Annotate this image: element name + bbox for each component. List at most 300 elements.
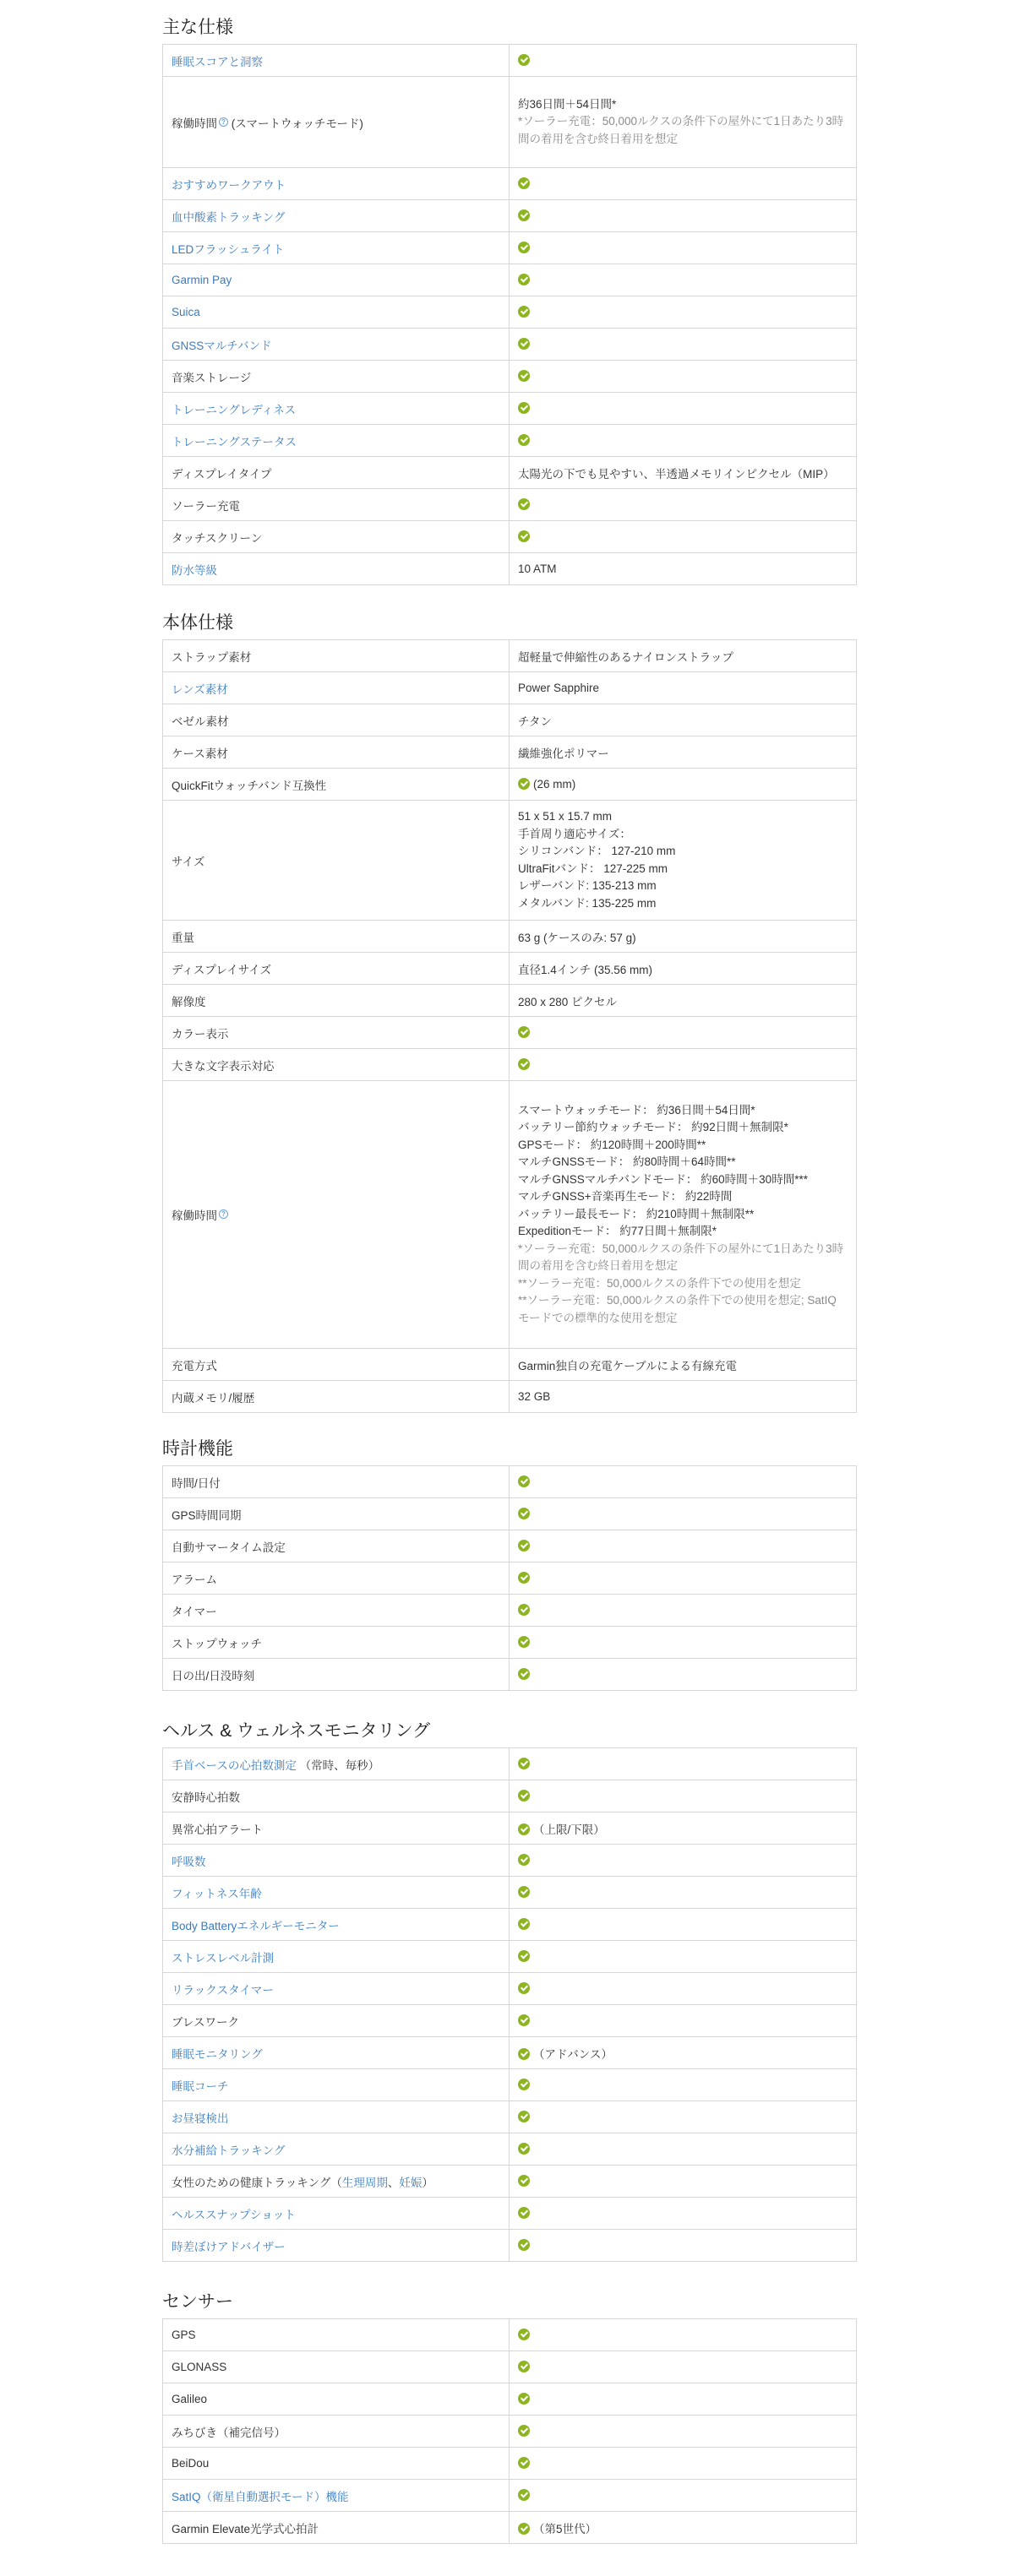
spec-value-cell	[510, 1530, 857, 1562]
spec-row	[163, 1780, 857, 1812]
spec-label-link[interactable]: レンズ素材	[172, 682, 228, 696]
check-icon	[518, 306, 530, 318]
check-icon	[518, 2111, 530, 2122]
check-icon	[518, 2143, 530, 2155]
spec-label-link[interactable]: 睡眠スコアと洞察	[172, 55, 263, 68]
check-icon	[518, 1026, 530, 1038]
spec-label-link[interactable]: ストレスレベル計測	[172, 1951, 275, 1965]
section-title: 本体仕様	[162, 613, 233, 633]
spec-row	[163, 2230, 857, 2262]
spec-value-cell	[510, 801, 857, 921]
spec-value-line: Expeditionモード： 約77日間＋無制限*	[518, 1225, 717, 1238]
spec-value-cell	[510, 1349, 857, 1381]
spec-label-cell	[163, 2133, 510, 2166]
spec-label-cell	[163, 2101, 510, 2133]
spec-value-cell	[510, 2037, 857, 2069]
check-icon	[518, 1508, 530, 1519]
spec-value-cell	[510, 1877, 857, 1909]
spec-value-cell	[510, 2383, 857, 2416]
check-icon	[518, 274, 530, 285]
spec-row	[163, 1877, 857, 1909]
spec-label-suffix: (スマートウォッチモード)	[231, 117, 363, 130]
spec-value-cell	[510, 2069, 857, 2101]
check-icon	[518, 2425, 530, 2437]
spec-label-cell	[163, 640, 510, 672]
spec-label: 異常心拍アラート	[172, 1823, 263, 1836]
spec-value-cell	[510, 2230, 857, 2262]
spec-value-cell	[510, 521, 857, 553]
spec-value-text: 直径1.4インチ (35.56 mm)	[518, 963, 653, 976]
spec-row	[163, 553, 857, 585]
spec-value-text: (26 mm)	[533, 778, 576, 791]
spec-value-cell	[510, 1627, 857, 1659]
section-title: 主な仕様	[162, 18, 233, 37]
spec-value-lines	[518, 1102, 848, 1328]
check-icon	[518, 2014, 530, 2026]
spec-value-cell	[510, 736, 857, 769]
spec-label: 日の出/日没時刻	[172, 1669, 255, 1682]
spec-label-cell	[163, 704, 510, 736]
spec-row	[163, 672, 857, 704]
spec-label: ソーラー充電	[172, 499, 240, 513]
spec-label-cell	[163, 1017, 510, 1049]
check-icon	[518, 2329, 530, 2340]
spec-value-cell	[510, 2351, 857, 2383]
spec-label-cell	[163, 1973, 510, 2005]
spec-value-cell	[510, 2166, 857, 2198]
spec-label-cell	[163, 1081, 510, 1349]
spec-label-cell	[163, 2416, 510, 2448]
spec-label: QuickFitウォッチバンド互換性	[172, 779, 327, 792]
spec-value-cell	[510, 2512, 857, 2544]
spec-value-cell	[510, 640, 857, 672]
spec-row	[163, 521, 857, 553]
spec-label: カラー表示	[172, 1027, 229, 1041]
spec-label-cell	[163, 1748, 510, 1780]
spec-label-cell	[163, 1845, 510, 1877]
spec-label: 安静時心拍数	[172, 1791, 240, 1804]
spec-value-text: （アドバンス）	[533, 2047, 613, 2061]
spec-value-cell	[510, 1017, 857, 1049]
spec-label-cell	[163, 769, 510, 801]
spec-label-cell	[163, 77, 510, 168]
spec-value-cell	[510, 2101, 857, 2133]
spec-label-link[interactable]: 呼吸数	[172, 1855, 206, 1868]
spec-label-cell	[163, 2069, 510, 2101]
check-icon	[518, 177, 530, 189]
check-icon	[518, 2079, 530, 2090]
spec-row	[163, 296, 857, 329]
spec-row	[163, 232, 857, 264]
section-title: センサー	[162, 2292, 233, 2312]
spec-row	[163, 640, 857, 672]
spec-value-line: レザーバンド: 135-213 mm	[518, 879, 657, 892]
spec-value-text: 63 g (ケースのみ: 57 g)	[518, 931, 636, 944]
spec-value-cell	[510, 1466, 857, 1498]
check-icon	[518, 1540, 530, 1552]
spec-value-cell	[510, 168, 857, 200]
spec-value-note: **ソーラー充電：50,000ルクスの条件下での使用を想定; SatIQモードでの標準的な使用を想定	[518, 1294, 837, 1324]
spec-row	[163, 1595, 857, 1627]
spec-label-cell	[163, 1595, 510, 1627]
spec-value-cell	[510, 200, 857, 232]
spec-value-cell	[510, 1812, 857, 1845]
spec-value-cell	[510, 953, 857, 985]
spec-row	[163, 2351, 857, 2383]
spec-row	[163, 953, 857, 985]
spec-row	[163, 1973, 857, 2005]
spec-value-text: Garmin独自の充電ケーブルによる有線充電	[518, 1359, 738, 1372]
spec-label-cell	[163, 1812, 510, 1845]
spec-label-cell	[163, 1627, 510, 1659]
spec-table	[162, 1465, 857, 1691]
spec-label-cell	[163, 1049, 510, 1081]
spec-label-cell	[163, 985, 510, 1017]
spec-row	[163, 1017, 857, 1049]
spec-row	[163, 1812, 857, 1845]
spec-label-link[interactable]: Garmin Pay	[172, 274, 232, 286]
spec-value-cell	[510, 393, 857, 425]
spec-row	[163, 457, 857, 489]
check-icon	[518, 1058, 530, 1070]
spec-label: サイズ	[172, 855, 205, 868]
spec-value-cell	[510, 232, 857, 264]
spec-value-text: 10 ATM	[518, 562, 557, 575]
spec-value-note: *ソーラー充電：50,000ルクスの条件下の屋外にて1日あたり3時間の着用を含む終日着用を想定	[518, 1242, 844, 1273]
spec-section	[162, 1721, 856, 2294]
spec-row	[163, 1845, 857, 1877]
spec-label: Garmin Elevate光学式心拍計	[172, 2522, 319, 2535]
spec-value-cell	[510, 2198, 857, 2230]
spec-label-cell	[163, 200, 510, 232]
spec-row	[163, 1562, 857, 1595]
spec-row	[163, 1627, 857, 1659]
check-icon	[518, 1918, 530, 1930]
spec-row	[163, 921, 857, 953]
spec-label-link[interactable]: フィットネス年齢	[172, 1887, 262, 1900]
spec-value-line: マルチGNSSマルチバンドモード： 約60時間＋30時間***	[518, 1172, 808, 1186]
spec-value-cell	[510, 2319, 857, 2351]
spec-label-link[interactable]: ヘルススナップショット	[172, 2208, 296, 2221]
spec-label-link[interactable]: LEDフラッシュライト	[172, 242, 285, 256]
spec-value-cell	[510, 2448, 857, 2480]
spec-label-cell	[163, 2005, 510, 2037]
spec-label-cell	[163, 1530, 510, 1562]
spec-value-line: 51 x 51 x 15.7 mm	[518, 810, 613, 823]
spec-label: 解像度	[172, 995, 206, 1008]
spec-row	[163, 2512, 857, 2544]
spec-value-cell	[510, 425, 857, 457]
spec-label: 時間/日付	[172, 1476, 221, 1490]
spec-value-cell	[510, 2480, 857, 2512]
check-icon	[518, 1636, 530, 1648]
spec-row	[163, 393, 857, 425]
spec-label-cell: 女性のための健康トラッキング（生理周期、妊娠）	[163, 2166, 510, 2198]
spec-label: 内蔵メモリ/履歴	[172, 1391, 255, 1405]
spec-row	[163, 1909, 857, 1941]
info-icon[interactable]: ?	[219, 1209, 228, 1219]
spec-label: ディスプレイタイプ	[172, 467, 272, 481]
spec-value-cell	[510, 489, 857, 521]
spec-row	[163, 801, 857, 921]
spec-label-cell	[163, 168, 510, 200]
check-icon	[518, 1604, 530, 1616]
check-icon	[518, 1886, 530, 1898]
spec-row	[163, 77, 857, 168]
spec-value-cell	[510, 1081, 857, 1349]
spec-row	[163, 2069, 857, 2101]
spec-value-text: （上限/下限）	[533, 1823, 605, 1836]
spec-label-link[interactable]: 時差ぼけアドバイザー	[172, 2240, 286, 2253]
check-icon	[518, 434, 530, 446]
spec-label-link[interactable]: リラックスタイマー	[172, 1983, 274, 1997]
spec-label-cell	[163, 2480, 510, 2512]
spec-label-cell	[163, 264, 510, 296]
spec-row	[163, 2166, 857, 2198]
spec-value-line: バッテリー最長モード： 約210時間＋無制限**	[518, 1207, 755, 1220]
spec-row	[163, 2101, 857, 2133]
spec-row	[163, 1941, 857, 1973]
spec-label-cell	[163, 2351, 510, 2383]
spec-label-cell	[163, 953, 510, 985]
spec-row	[163, 736, 857, 769]
spec-label-cell	[163, 457, 510, 489]
spec-label-link[interactable]: Body Batteryエネルギーモニター	[172, 1919, 340, 1932]
spec-label-cell	[163, 521, 510, 553]
spec-value-cell	[510, 1498, 857, 1530]
check-icon	[518, 778, 530, 790]
spec-label: 充電方式	[172, 1359, 217, 1372]
check-icon	[518, 1668, 530, 1680]
spec-label: ブレスワーク	[172, 2015, 240, 2029]
check-icon	[518, 370, 530, 382]
spec-row	[163, 1748, 857, 1780]
spec-value-line: シリコンバンド： 127-210 mm	[518, 845, 676, 857]
spec-table	[162, 639, 857, 1413]
spec-row	[163, 45, 857, 77]
spec-label-cell	[163, 921, 510, 953]
spec-label: ベゼル素材	[172, 715, 229, 728]
spec-label-cell	[163, 1780, 510, 1812]
spec-value-cell	[510, 457, 857, 489]
spec-value-cell	[510, 77, 857, 168]
spec-label-cell	[163, 1659, 510, 1691]
spec-row	[163, 329, 857, 361]
spec-value-text: Power Sapphire	[518, 682, 600, 694]
spec-section	[162, 613, 856, 1445]
spec-label-cell	[163, 361, 510, 393]
spec-row	[163, 1659, 857, 1691]
spec-label-cell	[163, 425, 510, 457]
spec-value-line: GPSモード： 約120時間＋200時間**	[518, 1138, 706, 1151]
spec-label-cell	[163, 1909, 510, 1941]
spec-label: 音楽ストレージ	[172, 371, 252, 384]
check-icon	[518, 2393, 530, 2405]
spec-label: 稼働時間	[172, 117, 217, 130]
spec-label-link[interactable]: 睡眠コーチ	[172, 2079, 229, 2093]
check-icon	[518, 1475, 530, 1487]
spec-section	[162, 1439, 856, 1723]
spec-value-cell	[510, 985, 857, 1017]
spec-value-cell	[510, 1909, 857, 1941]
spec-table	[162, 1747, 857, 2262]
spec-label-link[interactable]: 防水等級	[172, 563, 217, 577]
spec-row	[163, 2480, 857, 2512]
spec-label: Galileo	[172, 2393, 208, 2405]
spec-label: タッチスクリーン	[172, 531, 263, 545]
spec-value-line: バッテリー節約ウォッチモード： 約92日間＋無制限*	[518, 1121, 788, 1134]
spec-row	[163, 200, 857, 232]
check-icon	[518, 54, 530, 66]
spec-label-link[interactable]: GNSSマルチバンド	[172, 339, 272, 352]
spec-table	[162, 2318, 857, 2544]
spec-label: 自動サマータイム設定	[172, 1541, 286, 1554]
check-icon	[518, 1950, 530, 1962]
spec-value-cell	[510, 2416, 857, 2448]
spec-label-cell	[163, 2383, 510, 2416]
spec-label-cell	[163, 2037, 510, 2069]
spec-row	[163, 2037, 857, 2069]
spec-label-link[interactable]: 水分補給トラッキング	[172, 2144, 286, 2157]
spec-value-cell	[510, 1748, 857, 1780]
spec-label-cell	[163, 553, 510, 585]
spec-label-link[interactable]: おすすめワークアウト	[172, 178, 286, 192]
spec-value-text: （第5世代）	[533, 2522, 597, 2535]
spec-label: 重量	[172, 931, 194, 944]
check-icon	[518, 1572, 530, 1584]
spec-value-text: チタン	[518, 715, 552, 728]
spec-label-end: ）	[422, 2176, 433, 2189]
spec-value-cell	[510, 1595, 857, 1627]
check-icon	[518, 402, 530, 414]
info-icon[interactable]: ?	[219, 117, 228, 127]
spec-value-line: 約36日間＋54日間*	[518, 97, 617, 111]
spec-label-cell	[163, 1941, 510, 1973]
spec-label: ケース素材	[172, 747, 228, 760]
spec-value-line: マルチGNSS+音楽再生モード： 約22時間	[518, 1190, 733, 1204]
spec-label-link[interactable]: SatIQ（衛星自動選択モード）機能	[172, 2490, 349, 2503]
spec-label-link[interactable]: 妊娠	[399, 2176, 422, 2189]
check-icon	[518, 2207, 530, 2219]
check-icon	[518, 2457, 530, 2469]
spec-label: ストップウォッチ	[172, 1637, 263, 1650]
spec-label: GPS	[172, 2329, 196, 2341]
spec-row	[163, 2005, 857, 2037]
spec-row	[163, 361, 857, 393]
spec-label-link[interactable]: Suica	[172, 306, 200, 318]
spec-value-cell	[510, 264, 857, 296]
section-title: 時計機能	[162, 1439, 233, 1459]
spec-row	[163, 425, 857, 457]
spec-row	[163, 1466, 857, 1498]
spec-label-cell	[163, 2319, 510, 2351]
spec-label-cell	[163, 489, 510, 521]
spec-label-link[interactable]: トレーニングレディネス	[172, 403, 297, 416]
spec-label-cell	[163, 672, 510, 704]
spec-label-cell	[163, 296, 510, 329]
spec-row	[163, 2198, 857, 2230]
spec-value-cell	[510, 769, 857, 801]
spec-row	[163, 2416, 857, 2448]
check-icon	[518, 2048, 530, 2060]
check-icon	[518, 2489, 530, 2501]
section-title: ヘルス & ウェルネスモニタリング	[162, 1721, 431, 1741]
spec-label-cell	[163, 232, 510, 264]
spec-value-cell	[510, 2133, 857, 2166]
spec-value-text: 超軽量で伸縮性のあるナイロンストラップ	[518, 650, 733, 664]
check-icon	[518, 2361, 530, 2372]
spec-label-cell	[163, 1349, 510, 1381]
spec-label-cell	[163, 1562, 510, 1595]
spec-label-suffix: （常時、毎秒）	[299, 1758, 380, 1772]
spec-label: タイマー	[172, 1605, 217, 1618]
spec-label-link[interactable]: トレーニングステータス	[172, 435, 297, 448]
spec-row	[163, 1081, 857, 1349]
spec-value-line: UltraFitバンド： 127-225 mm	[518, 861, 668, 875]
check-icon	[518, 242, 530, 253]
spec-value-cell	[510, 672, 857, 704]
spec-label: 稼働時間	[172, 1209, 217, 1222]
spec-label: 女性のための健康トラッキング（	[172, 2176, 342, 2189]
check-icon	[518, 530, 530, 542]
spec-label: アラーム	[172, 1573, 217, 1586]
spec-row	[163, 769, 857, 801]
spec-value-cell	[510, 45, 857, 77]
spec-value-cell	[510, 553, 857, 585]
spec-label-cell	[163, 1381, 510, 1413]
spec-row	[163, 1530, 857, 1562]
spec-label-link[interactable]: 手首ベースの心拍数測定	[172, 1758, 297, 1772]
spec-value-cell	[510, 1845, 857, 1877]
check-icon	[518, 498, 530, 510]
spec-label-cell	[163, 1877, 510, 1909]
spec-row	[163, 264, 857, 296]
spec-section	[162, 2292, 856, 2576]
spec-value-lines	[518, 808, 848, 912]
spec-label-cell	[163, 1466, 510, 1498]
spec-value-lines	[518, 96, 848, 149]
spec-label-cell	[163, 45, 510, 77]
spec-value-cell	[510, 1049, 857, 1081]
spec-label-cell	[163, 2512, 510, 2544]
spec-row	[163, 2319, 857, 2351]
spec-value-line: スマートウォッチモード： 約36日間＋54日間*	[518, 1103, 755, 1117]
check-icon	[518, 338, 530, 350]
spec-label-link[interactable]: お昼寝検出	[172, 2111, 229, 2125]
spec-row	[163, 704, 857, 736]
spec-row	[163, 985, 857, 1017]
spec-label-link[interactable]: 血中酸素トラッキング	[172, 210, 286, 224]
spec-value-line: マルチGNSSモード： 約80時間＋64時間**	[518, 1155, 736, 1169]
spec-row	[163, 1349, 857, 1381]
spec-label-link[interactable]: 睡眠モニタリング	[172, 2047, 263, 2061]
spec-label-link[interactable]: 生理周期	[341, 2176, 388, 2189]
spec-value-note: *ソーラー充電：50,000ルクスの条件下の屋外にて1日あたり3時間の着用を含む終日着用を想定	[518, 115, 844, 145]
spec-section	[162, 18, 856, 617]
spec-label: ディスプレイサイズ	[172, 963, 272, 976]
check-icon	[518, 2175, 530, 2187]
spec-label: 大きな文字表示対応	[172, 1059, 275, 1073]
spec-label-cell	[163, 1498, 510, 1530]
spec-value-cell	[510, 1780, 857, 1812]
spec-value-cell	[510, 1941, 857, 1973]
spec-row	[163, 1049, 857, 1081]
spec-value-cell	[510, 296, 857, 329]
spec-value-text: 繊維強化ポリマー	[518, 747, 609, 760]
spec-value-cell	[510, 921, 857, 953]
spec-label-cell	[163, 736, 510, 769]
spec-label: ストラップ素材	[172, 650, 252, 664]
